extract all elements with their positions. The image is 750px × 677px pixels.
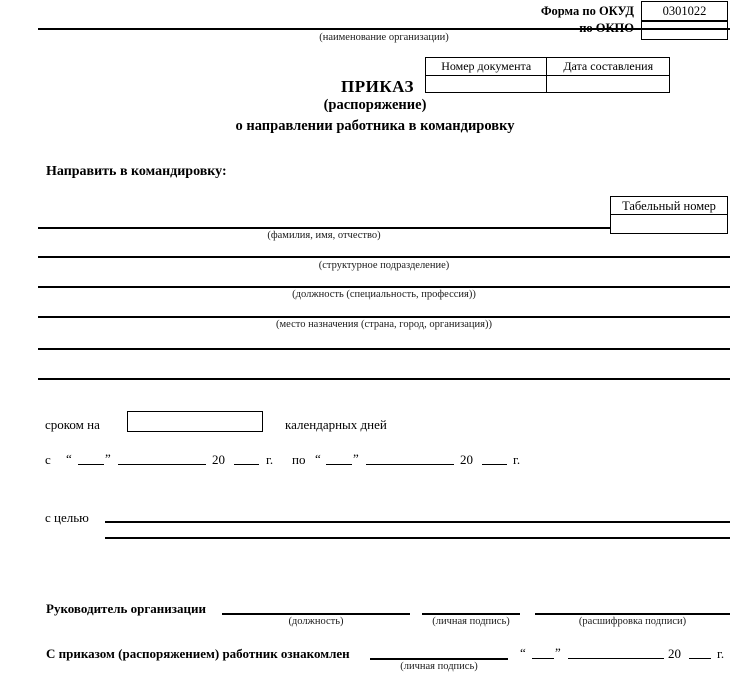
ack-signature-caption: (личная подпись) xyxy=(400,661,478,672)
term-label: сроком на xyxy=(45,417,100,432)
ack-month-rule[interactable] xyxy=(568,658,664,659)
ack-year-prefix: 20 xyxy=(668,646,681,661)
head-signature-rule[interactable] xyxy=(422,613,520,615)
title-subject: о направлении работника в командировку xyxy=(235,118,515,134)
form-code-box[interactable] xyxy=(641,1,728,21)
head-signature-caption: (личная подпись) xyxy=(432,616,510,627)
head-name-rule[interactable] xyxy=(535,613,730,615)
date-to-year-suffix: г. xyxy=(513,452,521,467)
personnel-number-box xyxy=(610,196,728,234)
ack-open-quote: “ xyxy=(520,645,526,660)
date-to-year-prefix: 20 xyxy=(460,452,473,467)
ack-year-rule[interactable] xyxy=(689,658,711,659)
date-from-close-quote: ” xyxy=(105,451,111,466)
date-to-close-quote: ” xyxy=(353,451,359,466)
form-code-label: Форма по ОКУД xyxy=(540,4,634,18)
position-rule[interactable] xyxy=(38,286,730,288)
acknowledgement-label: С приказом (распоряжением) работник ознакомлен xyxy=(46,646,350,661)
ack-day-rule[interactable] xyxy=(532,658,554,659)
subdivision-caption: (структурное подразделение) xyxy=(318,260,450,271)
date-from-month-rule[interactable] xyxy=(118,464,206,465)
title-prikaz: ПРИКАЗ xyxy=(341,77,414,96)
table-header-row xyxy=(426,58,670,76)
date-from-prefix: с xyxy=(45,452,51,467)
destination-rule[interactable] xyxy=(38,316,730,318)
header-compile-date: Дата составления xyxy=(547,58,670,76)
date-from-open-quote: “ xyxy=(66,451,72,466)
personnel-number-label: Табельный номер xyxy=(611,197,727,215)
head-position-caption: (должность) xyxy=(288,616,344,627)
send-on-trip-heading: Направить в командировку: xyxy=(46,164,227,179)
header-document-number: Номер документа xyxy=(426,58,547,76)
form-code-value: 0301022 xyxy=(642,4,727,21)
date-from-year-rule[interactable] xyxy=(234,464,259,465)
title-rasporyazhenie: (распоряжение) xyxy=(323,97,427,113)
document-number-table xyxy=(425,57,670,93)
purpose-label: с целью xyxy=(45,510,89,525)
subdivision-rule[interactable] xyxy=(38,256,730,258)
table-value-row xyxy=(426,76,670,93)
ack-year-suffix: г. xyxy=(717,646,725,661)
date-to-year-rule[interactable] xyxy=(482,464,507,465)
purpose-rule-1[interactable] xyxy=(105,521,730,523)
cell-compile-date[interactable] xyxy=(547,76,670,93)
employee-name-rule[interactable] xyxy=(38,227,610,229)
organization-name-caption: (наименование организации) xyxy=(319,32,449,43)
employee-name-caption: (фамилия, имя, отчество) xyxy=(267,230,381,241)
purpose-rule-2[interactable] xyxy=(105,537,730,539)
head-of-organization-label: Руководитель организации xyxy=(46,601,206,616)
organization-name-rule[interactable] xyxy=(38,28,730,30)
ack-signature-rule[interactable] xyxy=(370,658,508,660)
date-from-year-prefix: 20 xyxy=(212,452,225,467)
head-name-caption: (расшифровка подписи) xyxy=(578,616,687,627)
destination-extra-rule-1[interactable] xyxy=(38,348,730,350)
personnel-number-value[interactable] xyxy=(611,216,726,233)
head-position-rule[interactable] xyxy=(222,613,410,615)
date-from-day-rule[interactable] xyxy=(78,464,104,465)
destination-extra-rule-2[interactable] xyxy=(38,378,730,380)
date-from-year-suffix: г. xyxy=(266,452,274,467)
cell-document-number[interactable] xyxy=(426,76,547,93)
ack-close-quote: ” xyxy=(555,645,561,660)
date-to-day-rule[interactable] xyxy=(326,464,352,465)
date-to-prefix: по xyxy=(292,452,306,467)
destination-caption: (место назначения (страна, город, организация)) xyxy=(276,319,492,330)
term-unit-label: календарных дней xyxy=(285,417,387,432)
date-to-month-rule[interactable] xyxy=(366,464,454,465)
term-days-box[interactable] xyxy=(127,411,263,432)
position-caption: (должность (специальность, профессия)) xyxy=(292,289,476,300)
date-to-open-quote: “ xyxy=(315,451,321,466)
